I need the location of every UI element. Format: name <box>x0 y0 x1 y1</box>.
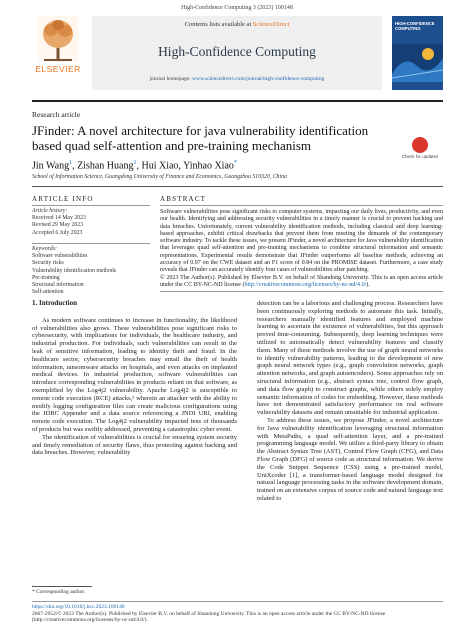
footnote-divider <box>32 586 92 587</box>
author-list: Jin Wang$^1$, Zishan Huang$^1$, Hui Xiao, Yinhao Xiao* <box>32 160 237 172</box>
history-item: Received 14 May 2023 <box>32 215 86 222</box>
author-name[interactable]: Hui Xiao <box>141 160 179 172</box>
cover-title: HIGH-CONFIDENCE COMPUTING <box>395 21 435 31</box>
bottom-divider <box>32 601 443 602</box>
keyword-item: Pre-training <box>32 274 60 281</box>
author-name[interactable]: Yinhao Xiao <box>183 160 234 172</box>
homepage-link[interactable]: www.sciencedirect.com/journal/high-confidence-computing <box>192 76 325 82</box>
info-divider <box>32 205 150 206</box>
author-mark[interactable]: 1 <box>69 160 73 166</box>
license-line: 2667-2952/© 2023 The Author(s). Published by Elsevier B.V. on behalf of Shandong University. This is an open access article under the CC BY-NC-ND license (http://creativecommons.org/licenses/by-nc-nd/4.0/). <box>32 610 386 624</box>
doi-link[interactable]: https://doi.org/10.1016/j.hcc.2023.100148 <box>32 604 125 610</box>
abstract-divider <box>160 205 443 206</box>
homepage-line <box>92 76 382 82</box>
keywords-divider <box>32 243 150 244</box>
journal-banner <box>92 16 382 90</box>
article-type: Research article <box>32 110 81 119</box>
keyword-item: Vulnerability identification methods <box>32 267 117 274</box>
copyright-end: ). <box>366 281 370 288</box>
body-column-left <box>32 300 237 457</box>
abstract-bottom-divider <box>160 291 443 292</box>
footnote: * Corresponding author. <box>32 589 86 595</box>
keyword-item: Structural information <box>32 282 84 289</box>
cover-art-image <box>392 44 443 82</box>
keyword-item: Security risks <box>32 260 64 267</box>
history-label: Article history: <box>32 208 68 214</box>
updates-label: Check for updates <box>401 154 439 159</box>
body-paragraph: As modern software continues to increase in functionality, the likelihood of vulnerabilities also grows. These vulnerabilities pose significant risks to cybersecurity, with implications for individuals, the healthcare industry, and industrial production. For individuals, such vulnerabilities can result in the leak of sensitive information, leading to identity theft and fraud. In the healthcare sector, cybersecurity breaches may entail the theft of health information, ransomware attacks on hospitals, and even attacks on implanted medical devices. In industrial production, software vulnerabilities can introduce corresponding vulnerabilities in products reliant on that software, as exemplified by the Log4j2 vulnerability. Apache Log4j2 is susceptible to remote code execution (RCE) attacks,² wherein an attacker with the ability to modify logging configuration files can create malicious configurations using the JDBC Appender and a data source referencing a JNDI URI, enabling remote code execution. The Log4j2 vulnerability impacted tens of thousands of products but was swiftly addressed, preventing a catastrophic cyber event. <box>32 316 237 433</box>
publication-info <box>32 604 443 624</box>
check-for-updates-badge[interactable] <box>400 137 440 163</box>
contents-line <box>92 21 382 28</box>
journal-title[interactable]: High-Confidence Computing <box>158 44 316 59</box>
publisher-name: ELSEVIER <box>35 64 81 74</box>
body-column-right <box>257 300 443 503</box>
author-mark[interactable]: * <box>233 160 237 166</box>
abstract-heading: ABSTRACT <box>160 195 207 203</box>
keywords <box>32 246 150 296</box>
header-divider <box>32 100 443 102</box>
author-name[interactable]: Zishan Huang <box>77 160 134 172</box>
abstract-text: Software vulnerabilities pose significant risks to computer systems, impacting our daily lives, productivity, and even our health. Identifying and addressing security vulnerabilities in a timely manner is crucial to prevent hacking and data breaches. Unfortunately, current vulnerability identification methods, including classical and deep learning-based approaches, exhibit critical drawbacks that prevent them from meeting the demands of the contemporary software industry. To tackle these issues, we present JFinder, a novel architecture for Java vulnerability identification that leverages quad self-attention and pre-training mechanisms to combine structural information and semantic representations. Experimental results demonstrate that JFinder outperforms all baseline methods, achieving an accuracy of 0.97 on the CWE dataset and an F1 score of 0.84 on the PROMISE dataset. Furthermore, a case study reveals that JFinder can accurately identify four cases of vulnerabilities after patching. <box>160 209 443 274</box>
author-mark[interactable]: 1 <box>133 160 137 166</box>
article-info-heading: ARTICLE INFO <box>32 195 94 203</box>
keywords-label: Keywords: <box>32 246 57 252</box>
homepage-prefix: journal homepage: <box>149 76 193 82</box>
masthead <box>32 16 443 96</box>
affiliation: School of Information Science, Guangdong University of Finance and Economics, Guangzhou 510320, China <box>32 174 287 180</box>
license-link[interactable]: http://creativecommons.org/licenses/by-nc-nd/4.0/ <box>244 281 367 288</box>
body-paragraph: To address these issues, we propose JFinder, a novel architecture for Java vulnerability identification leveraging structural information with MetaPaths, a quad self-attention layer, and a pre-trained programming language model. We utilize a third-party library to obtain the Abstract Syntax Tree (AST), Control Flow Graph (CFG), and Data Flow Graph (DFG) of source code as structural information. We derive the Code Snippet Sequence (CSS) using a pre-trained model, UniXcoder [1], a transformer-based language model designed for natural language processing tasks in the software development domain, trained on an extensive corpus of source code and natural language text related to <box>257 416 443 502</box>
contents-prefix: Contents lists available at <box>184 21 253 28</box>
copyright-notice <box>160 275 443 290</box>
article-history <box>32 208 150 237</box>
journal-cover-thumbnail[interactable] <box>392 16 443 90</box>
journal-citation-line: High-Confidence Computing 3 (2023) 100148 <box>181 5 293 11</box>
article-title: JFinder: A novel architecture for java vulnerability identification based quad self-attention and pre-training mechanism <box>32 123 369 153</box>
footnotes <box>32 589 237 596</box>
title-divider <box>32 186 443 187</box>
sciencedirect-link[interactable]: ScienceDirect <box>252 21 290 28</box>
publisher-logo[interactable] <box>32 16 84 76</box>
history-item: Accepted 6 July 2023 <box>32 229 83 236</box>
keyword-item: Software vulnerabilities <box>32 253 88 260</box>
author-name[interactable]: Jin Wang <box>32 160 70 172</box>
elsevier-tree-icon <box>38 16 78 62</box>
updates-icon <box>412 137 428 153</box>
body-paragraph: The identification of vulnerabilities is crucial for ensuring system security and timely remediation of security flaws, thus protecting against hacking and data breaches. However, vulnerability <box>32 433 237 457</box>
abstract-body <box>160 209 443 289</box>
body-paragraph: detection can be a laborious and challenging process. Researchers have been continuously exploring methods to automate this task. Initially, researchers manually identified features and employed machine learning to ascertain the existence of vulnerabilities, but this approach proved time-consuming. Subsequently, deep learning techniques were utilized to automatically detect vulnerability features and classify them. Many of these methods involve the use of graph neural networks to identify vulnerability patterns, leading to the development of new graph neural network types (e.g., graph convolution networks, graph attention networks, and graph autoencoders). Some approaches rely on structural information (e.g., abstract syntax tree, control flow graph, and data flow graph) to construct graphs, while others solely employ semantic information of codes for embedding. However, these methods have not demonstrated satisfactory performance on real software vulnerability datasets and remain unsuitable for industrial application. <box>257 300 443 417</box>
copyright-text: © 2023 The Author(s). Published by Elsevier B.V. on behalf of Shandong University. This is an open access article under the CC BY-NC-ND license ( <box>160 274 443 288</box>
section-heading: 1. Introduction <box>32 299 77 307</box>
history-item: Revised 29 May 2023 <box>32 222 84 229</box>
keyword-item: Self-attention <box>32 289 64 296</box>
